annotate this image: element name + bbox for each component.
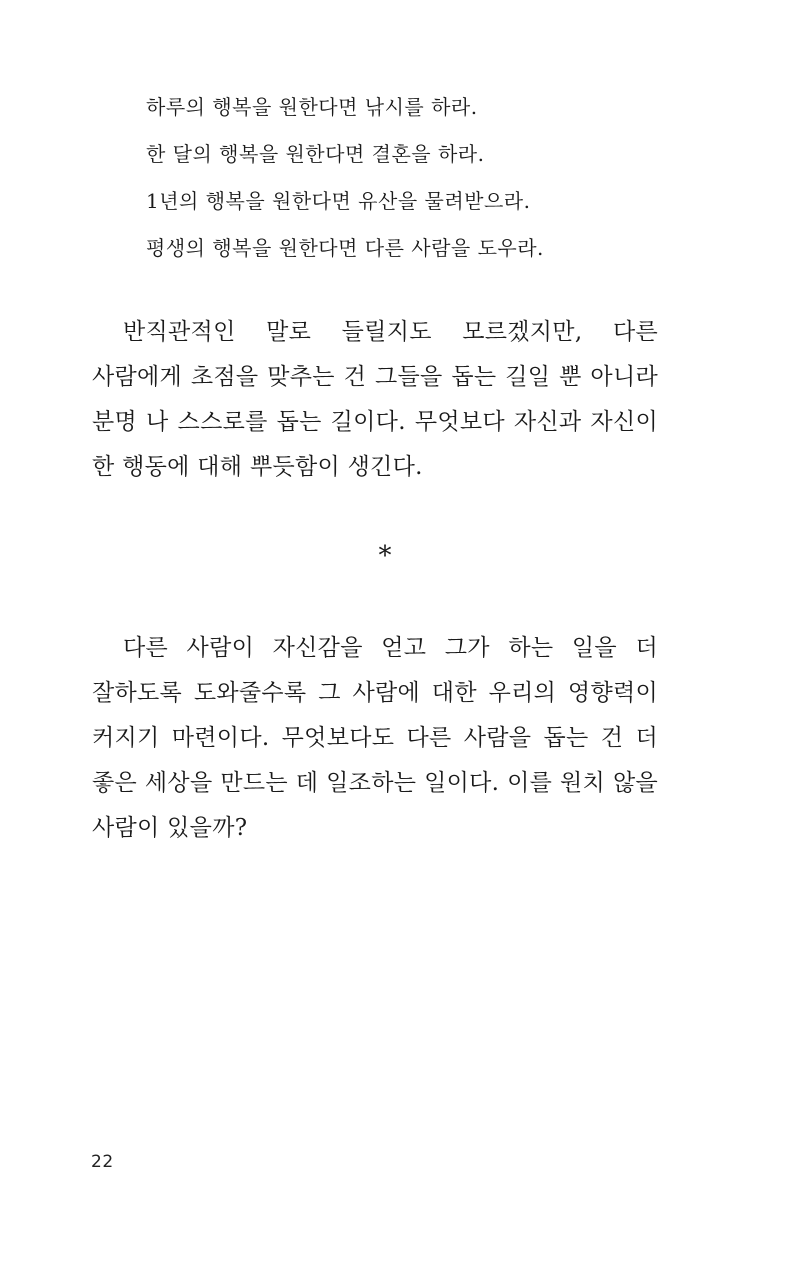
quote-line: 하루의 행복을 원한다면 낚시를 하라. bbox=[146, 95, 478, 119]
page-number: 22 bbox=[91, 1152, 114, 1172]
quote-line: 한 달의 행복을 원한다면 결혼을 하라. bbox=[146, 142, 485, 166]
quote-line: 1년의 행복을 원한다면 유산을 물려받으라. bbox=[146, 189, 531, 213]
body-paragraph-2: 다른 사람이 자신감을 얻고 그가 하는 일을 더 잘하도록 도와줄수록 그 사람에 대한 우리의 영향력이 커지기 마련이다. 무엇보다도 다른 사람을 돕는 건 더 좋은 세상을 만드는 데 일조하는 일이다. 이를 원치 않을 사람이 있을까? bbox=[92, 635, 658, 841]
quote-block bbox=[146, 84, 706, 272]
quote-line: 평생의 행복을 원한다면 다른 사람을 도우라. bbox=[146, 236, 544, 260]
section-separator: * bbox=[378, 541, 392, 571]
body-paragraph-1: 반직관적인 말로 들릴지도 모르겠지만, 다른 사람에게 초점을 맞추는 건 그들을 돕는 길일 뿐 아니라 분명 나 스스로를 돕는 길이다. 무엇보다 자신과 자신이 한 행동에 대해 뿌듯함이 생긴다. bbox=[92, 319, 658, 480]
